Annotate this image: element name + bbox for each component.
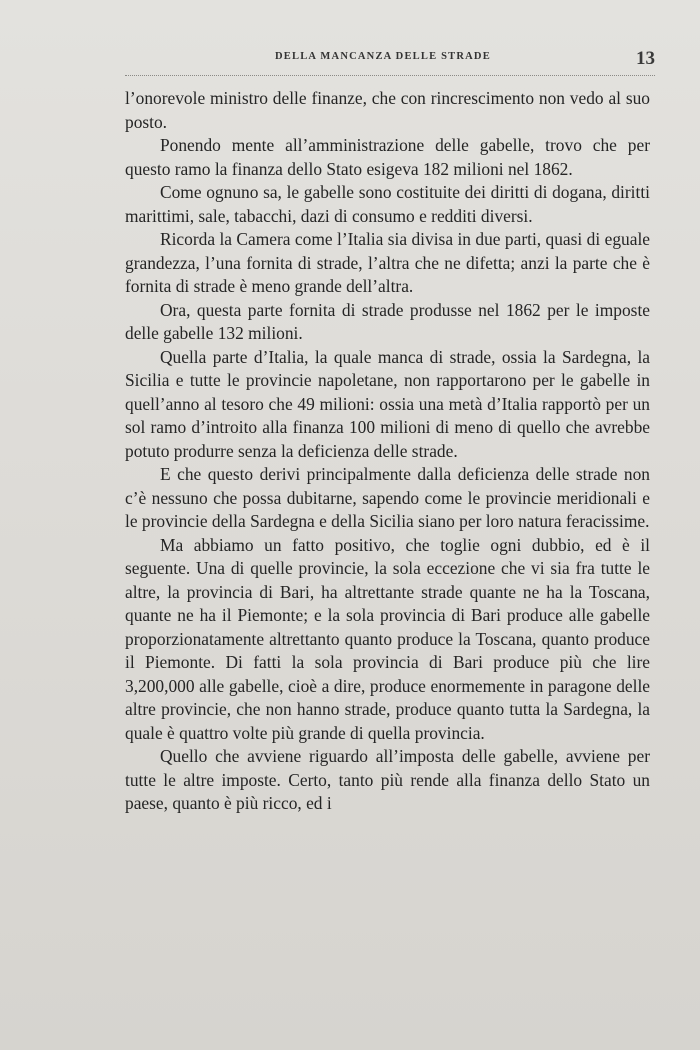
paragraph: Ponendo mente all’amministrazione delle gabelle, trovo che per questo ramo la finanza dello Stato esigeva 182 milioni nel 1862. (125, 135, 650, 179)
paragraph: E che questo derivi principalmente dalla deficienza delle strade non c’è nessuno che possa dubitarne, sapendo come le provincie meridionali e le provincie della Sardegna e della Sicilia siano per loro natura feracissime. (125, 464, 650, 531)
paragraph: Ma abbiamo un fatto positivo, che toglie ogni dubbio, ed è il seguente. Una di quelle provincie, la sola eccezione che vi sia fra tutte le altre, la provincia di Bari, ha altrettante strade quante ne ha la Toscana, quante ne ha il Piemonte; e la sola provincia di Bari produce alle gabelle proporzionatamente altrettanto quanto produce la Toscana, quanto produce il Piemonte. Di fatti la sola provincia di Bari produce più che lire 3,200,000 alle gabelle, cioè a dire, produce enormemente in paragone delle altre provincie, che non hanno strade, produce quanto tutta la Sardegna, la quale è quattro volte più grande di quella provincia. (125, 534, 650, 743)
page-number: 13 (636, 48, 655, 69)
running-head: DELLA MANCANZA DELLE STRADE (275, 51, 491, 62)
paragraph: Come ognuno sa, le gabelle sono costituite dei diritti di dogana, diritti marittimi, sale, tabacchi, dazi di consumo e redditi diversi. (125, 182, 650, 226)
paragraph: Quella parte d’Italia, la quale manca di strade, ossia la Sardegna, la Sicilia e tutte le provincie napoletane, non rapportarono per le gabelle in quell’anno al tesoro che 49 milioni: ossia una metà d’Italia rapportò per un sol ramo d’introito alla finanza 100 milioni di meno di quello che avrebbe potuto produrre senza la deficienza delle strade. (125, 346, 650, 461)
body-text (125, 87, 650, 816)
paragraph: Ora, questa parte fornita di strade produsse nel 1862 per le imposte delle gabelle 132 milioni. (125, 299, 650, 343)
header-rule (125, 75, 655, 76)
page-header (125, 44, 655, 78)
paragraph: Ricorda la Camera come l’Italia sia divisa in due parti, quasi di eguale grandezza, l’una fornita di strade, l’altra che ne difetta; anzi la parte che è fornita di strade è meno grande dell’altra. (125, 229, 650, 296)
paragraph: l’onorevole ministro delle finanze, che con rincrescimento non vedo al suo posto. (125, 88, 650, 132)
paragraph: Quello che avviene riguardo all’imposta delle gabelle, avviene per tutte le altre imposte. Certo, tanto più rende alla finanza dello Stato un paese, quanto è più ricco, ed i (125, 746, 650, 813)
